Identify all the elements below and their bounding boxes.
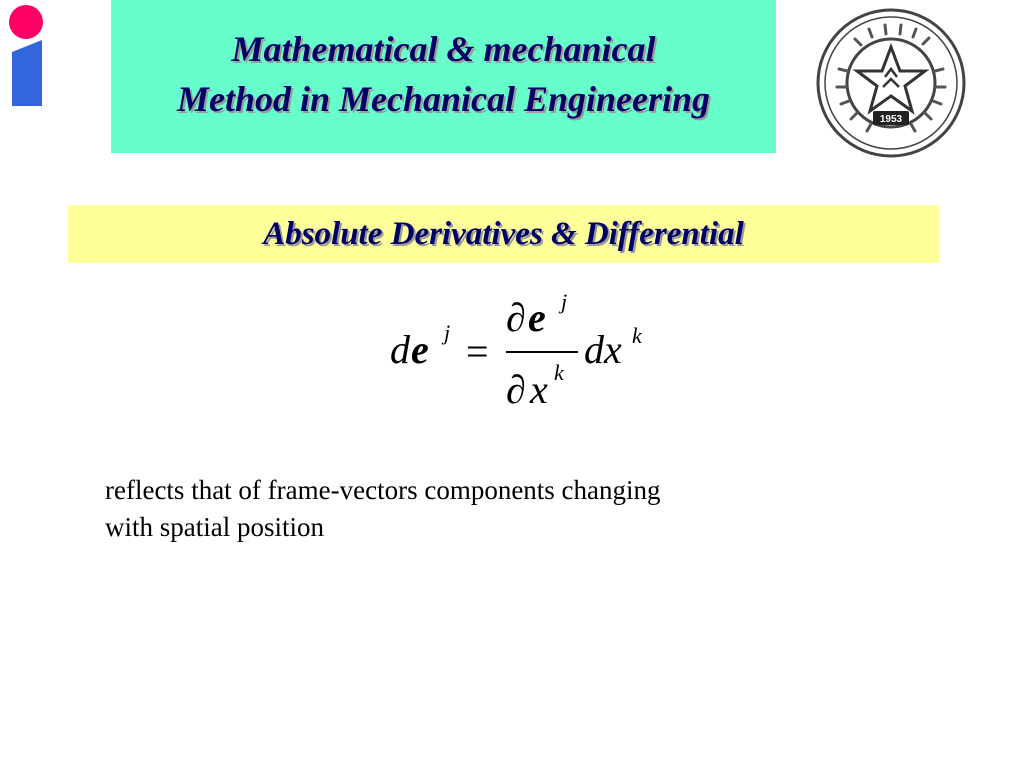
title-line-2: Method in Mechanical Engineering xyxy=(176,78,711,119)
eq-lhs-sup: j xyxy=(444,320,451,345)
eq-rhs-dx: dx xyxy=(584,327,622,372)
section-banner xyxy=(68,205,939,263)
eq-equals: = xyxy=(466,329,489,374)
eq-den-sup: k xyxy=(554,360,564,385)
eq-den-partial: ∂ xyxy=(506,367,526,412)
eq-num-e: e xyxy=(528,295,546,340)
body-text xyxy=(105,472,865,546)
logo-bar xyxy=(12,40,42,106)
title-line-1: Mathematical & mechanical xyxy=(231,28,656,69)
eq-den-x: x xyxy=(530,367,548,412)
logo-dot xyxy=(9,5,43,39)
title-banner xyxy=(111,0,776,153)
section-subtitle: Absolute Derivatives & Differential xyxy=(263,215,744,252)
eq-lhs-d: d xyxy=(390,327,410,372)
eq-num-partial: ∂ xyxy=(506,295,526,340)
eq-rhs-sup: k xyxy=(632,323,642,348)
i-logo-icon xyxy=(0,0,50,115)
university-seal-icon xyxy=(815,7,967,159)
equation xyxy=(380,285,660,415)
eq-lhs-e: e xyxy=(411,327,429,372)
body-line-1: reflects that of frame-vectors components changing xyxy=(105,475,661,505)
eq-num-sup: j xyxy=(561,289,568,314)
body-line-2: with spatial position xyxy=(105,512,324,542)
seal-year: 1953 xyxy=(879,114,903,125)
